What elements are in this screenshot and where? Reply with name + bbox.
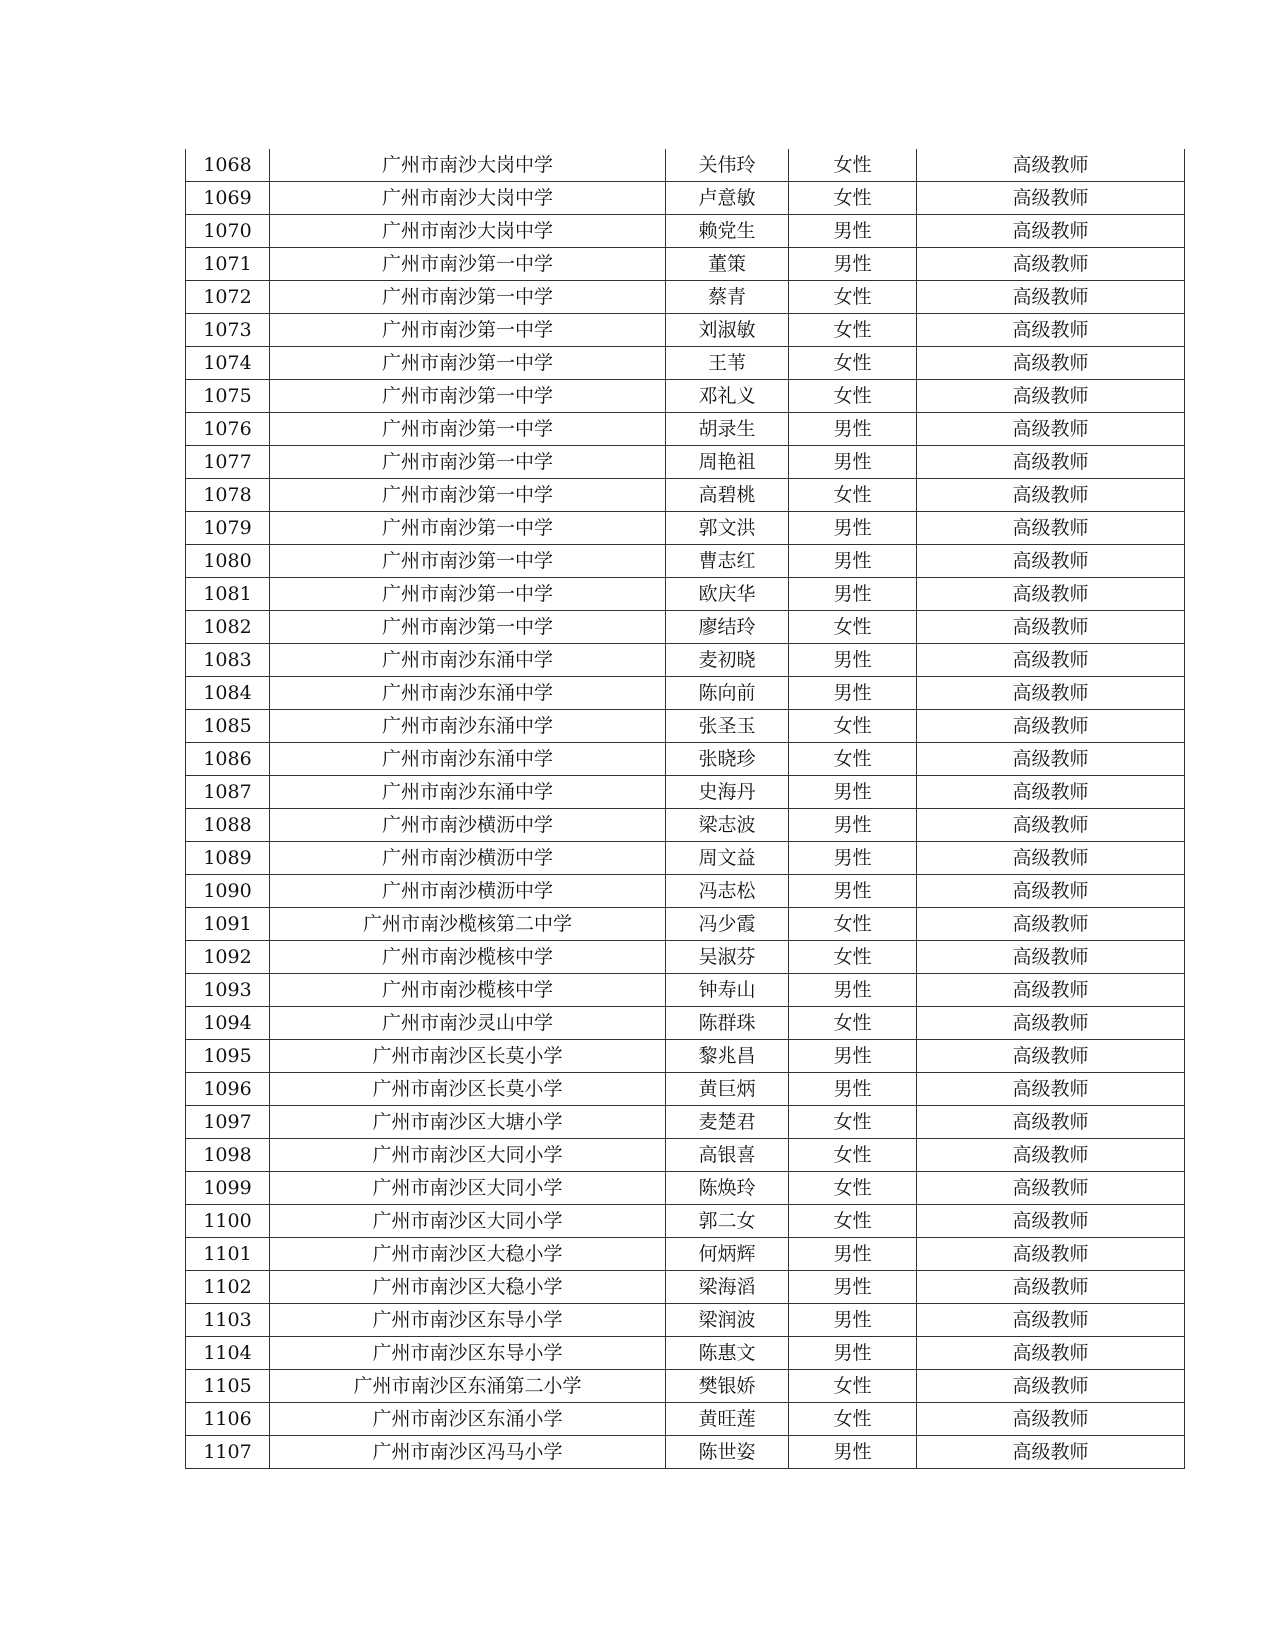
row-number-cell: 1086 xyxy=(186,743,270,776)
school-cell: 广州市南沙区冯马小学 xyxy=(270,1436,666,1469)
gender-cell: 女性 xyxy=(789,1172,917,1205)
name-cell: 陈焕玲 xyxy=(666,1172,789,1205)
table-row xyxy=(186,1205,1185,1238)
row-number-cell: 1076 xyxy=(186,413,270,446)
row-number-cell: 1095 xyxy=(186,1040,270,1073)
school-cell: 广州市南沙榄核中学 xyxy=(270,974,666,1007)
row-number-cell: 1072 xyxy=(186,281,270,314)
table-row xyxy=(186,611,1185,644)
school-cell: 广州市南沙第一中学 xyxy=(270,314,666,347)
title-cell: 高级教师 xyxy=(917,974,1185,1007)
title-cell: 高级教师 xyxy=(917,1436,1185,1469)
table-row xyxy=(186,1403,1185,1436)
gender-cell: 男性 xyxy=(789,1337,917,1370)
name-cell: 陈群珠 xyxy=(666,1007,789,1040)
school-cell: 广州市南沙横沥中学 xyxy=(270,809,666,842)
table-row xyxy=(186,479,1185,512)
name-cell: 蔡青 xyxy=(666,281,789,314)
row-number-cell: 1098 xyxy=(186,1139,270,1172)
gender-cell: 男性 xyxy=(789,1073,917,1106)
table-row xyxy=(186,1040,1185,1073)
title-cell: 高级教师 xyxy=(917,611,1185,644)
gender-cell: 男性 xyxy=(789,644,917,677)
gender-cell: 男性 xyxy=(789,413,917,446)
name-cell: 曹志红 xyxy=(666,545,789,578)
name-cell: 董策 xyxy=(666,248,789,281)
title-cell: 高级教师 xyxy=(917,1139,1185,1172)
row-number-cell: 1096 xyxy=(186,1073,270,1106)
name-cell: 钟寿山 xyxy=(666,974,789,1007)
name-cell: 陈世姿 xyxy=(666,1436,789,1469)
school-cell: 广州市南沙第一中学 xyxy=(270,545,666,578)
row-number-cell: 1069 xyxy=(186,182,270,215)
row-number-cell: 1075 xyxy=(186,380,270,413)
gender-cell: 男性 xyxy=(789,545,917,578)
school-cell: 广州市南沙第一中学 xyxy=(270,578,666,611)
name-cell: 樊银娇 xyxy=(666,1370,789,1403)
table-row xyxy=(186,182,1185,215)
row-number-cell: 1100 xyxy=(186,1205,270,1238)
name-cell: 周文益 xyxy=(666,842,789,875)
title-cell: 高级教师 xyxy=(917,446,1185,479)
school-cell: 广州市南沙区东涌第二小学 xyxy=(270,1370,666,1403)
row-number-cell: 1091 xyxy=(186,908,270,941)
gender-cell: 男性 xyxy=(789,1040,917,1073)
row-number-cell: 1077 xyxy=(186,446,270,479)
name-cell: 关伟玲 xyxy=(666,149,789,182)
name-cell: 周艳祖 xyxy=(666,446,789,479)
school-cell: 广州市南沙大岗中学 xyxy=(270,149,666,182)
title-cell: 高级教师 xyxy=(917,842,1185,875)
table-row xyxy=(186,1172,1185,1205)
school-cell: 广州市南沙第一中学 xyxy=(270,281,666,314)
title-cell: 高级教师 xyxy=(917,776,1185,809)
table-row xyxy=(186,743,1185,776)
name-cell: 冯少霞 xyxy=(666,908,789,941)
row-number-cell: 1082 xyxy=(186,611,270,644)
school-cell: 广州市南沙横沥中学 xyxy=(270,842,666,875)
row-number-cell: 1102 xyxy=(186,1271,270,1304)
school-cell: 广州市南沙第一中学 xyxy=(270,248,666,281)
name-cell: 黄旺莲 xyxy=(666,1403,789,1436)
title-cell: 高级教师 xyxy=(917,215,1185,248)
school-cell: 广州市南沙第一中学 xyxy=(270,512,666,545)
row-number-cell: 1081 xyxy=(186,578,270,611)
row-number-cell: 1073 xyxy=(186,314,270,347)
gender-cell: 女性 xyxy=(789,1139,917,1172)
table-row xyxy=(186,1007,1185,1040)
title-cell: 高级教师 xyxy=(917,1040,1185,1073)
title-cell: 高级教师 xyxy=(917,281,1185,314)
gender-cell: 女性 xyxy=(789,347,917,380)
gender-cell: 男性 xyxy=(789,875,917,908)
gender-cell: 女性 xyxy=(789,314,917,347)
title-cell: 高级教师 xyxy=(917,578,1185,611)
table-row xyxy=(186,644,1185,677)
gender-cell: 女性 xyxy=(789,941,917,974)
table-row xyxy=(186,875,1185,908)
gender-cell: 男性 xyxy=(789,446,917,479)
table-row xyxy=(186,1106,1185,1139)
table-row xyxy=(186,974,1185,1007)
title-cell: 高级教师 xyxy=(917,479,1185,512)
row-number-cell: 1079 xyxy=(186,512,270,545)
table-row xyxy=(186,1337,1185,1370)
title-cell: 高级教师 xyxy=(917,1106,1185,1139)
name-cell: 刘淑敏 xyxy=(666,314,789,347)
row-number-cell: 1104 xyxy=(186,1337,270,1370)
title-cell: 高级教师 xyxy=(917,710,1185,743)
school-cell: 广州市南沙大岗中学 xyxy=(270,215,666,248)
row-number-cell: 1068 xyxy=(186,149,270,182)
title-cell: 高级教师 xyxy=(917,1403,1185,1436)
gender-cell: 女性 xyxy=(789,1370,917,1403)
row-number-cell: 1092 xyxy=(186,941,270,974)
title-cell: 高级教师 xyxy=(917,677,1185,710)
table-row xyxy=(186,1304,1185,1337)
row-number-cell: 1094 xyxy=(186,1007,270,1040)
title-cell: 高级教师 xyxy=(917,182,1185,215)
name-cell: 胡录生 xyxy=(666,413,789,446)
row-number-cell: 1097 xyxy=(186,1106,270,1139)
table-row xyxy=(186,380,1185,413)
row-number-cell: 1107 xyxy=(186,1436,270,1469)
row-number-cell: 1085 xyxy=(186,710,270,743)
title-cell: 高级教师 xyxy=(917,1007,1185,1040)
name-cell: 梁志波 xyxy=(666,809,789,842)
table-row xyxy=(186,1370,1185,1403)
name-cell: 王苇 xyxy=(666,347,789,380)
school-cell: 广州市南沙区东导小学 xyxy=(270,1304,666,1337)
school-cell: 广州市南沙区长莫小学 xyxy=(270,1040,666,1073)
gender-cell: 男性 xyxy=(789,809,917,842)
gender-cell: 男性 xyxy=(789,512,917,545)
table-row xyxy=(186,248,1185,281)
row-number-cell: 1084 xyxy=(186,677,270,710)
school-cell: 广州市南沙东涌中学 xyxy=(270,677,666,710)
gender-cell: 男性 xyxy=(789,1271,917,1304)
title-cell: 高级教师 xyxy=(917,743,1185,776)
table-row xyxy=(186,347,1185,380)
school-cell: 广州市南沙东涌中学 xyxy=(270,776,666,809)
gender-cell: 女性 xyxy=(789,611,917,644)
row-number-cell: 1103 xyxy=(186,1304,270,1337)
title-cell: 高级教师 xyxy=(917,1238,1185,1271)
table-row xyxy=(186,710,1185,743)
title-cell: 高级教师 xyxy=(917,1337,1185,1370)
gender-cell: 男性 xyxy=(789,974,917,1007)
gender-cell: 女性 xyxy=(789,380,917,413)
row-number-cell: 1101 xyxy=(186,1238,270,1271)
name-cell: 陈向前 xyxy=(666,677,789,710)
gender-cell: 女性 xyxy=(789,908,917,941)
table-row xyxy=(186,809,1185,842)
school-cell: 广州市南沙横沥中学 xyxy=(270,875,666,908)
name-cell: 陈惠文 xyxy=(666,1337,789,1370)
name-cell: 郭二女 xyxy=(666,1205,789,1238)
table-row xyxy=(186,842,1185,875)
gender-cell: 女性 xyxy=(789,149,917,182)
gender-cell: 男性 xyxy=(789,776,917,809)
name-cell: 欧庆华 xyxy=(666,578,789,611)
row-number-cell: 1074 xyxy=(186,347,270,380)
school-cell: 广州市南沙第一中学 xyxy=(270,413,666,446)
name-cell: 邓礼义 xyxy=(666,380,789,413)
title-cell: 高级教师 xyxy=(917,809,1185,842)
gender-cell: 女性 xyxy=(789,710,917,743)
row-number-cell: 1089 xyxy=(186,842,270,875)
title-cell: 高级教师 xyxy=(917,380,1185,413)
school-cell: 广州市南沙第一中学 xyxy=(270,347,666,380)
table-row xyxy=(186,281,1185,314)
title-cell: 高级教师 xyxy=(917,413,1185,446)
gender-cell: 男性 xyxy=(789,248,917,281)
title-cell: 高级教师 xyxy=(917,512,1185,545)
school-cell: 广州市南沙区大稳小学 xyxy=(270,1271,666,1304)
gender-cell: 女性 xyxy=(789,281,917,314)
table-row xyxy=(186,413,1185,446)
name-cell: 梁润波 xyxy=(666,1304,789,1337)
title-cell: 高级教师 xyxy=(917,908,1185,941)
school-cell: 广州市南沙大岗中学 xyxy=(270,182,666,215)
gender-cell: 男性 xyxy=(789,677,917,710)
gender-cell: 女性 xyxy=(789,743,917,776)
name-cell: 赖党生 xyxy=(666,215,789,248)
title-cell: 高级教师 xyxy=(917,545,1185,578)
name-cell: 麦初晓 xyxy=(666,644,789,677)
school-cell: 广州市南沙东涌中学 xyxy=(270,644,666,677)
table-row xyxy=(186,149,1185,182)
row-number-cell: 1105 xyxy=(186,1370,270,1403)
gender-cell: 女性 xyxy=(789,1007,917,1040)
title-cell: 高级教师 xyxy=(917,1205,1185,1238)
title-cell: 高级教师 xyxy=(917,314,1185,347)
row-number-cell: 1106 xyxy=(186,1403,270,1436)
school-cell: 广州市南沙第一中学 xyxy=(270,479,666,512)
title-cell: 高级教师 xyxy=(917,1172,1185,1205)
gender-cell: 男性 xyxy=(789,1436,917,1469)
school-cell: 广州市南沙榄核第二中学 xyxy=(270,908,666,941)
school-cell: 广州市南沙灵山中学 xyxy=(270,1007,666,1040)
name-cell: 吴淑芬 xyxy=(666,941,789,974)
table-row xyxy=(186,578,1185,611)
title-cell: 高级教师 xyxy=(917,1271,1185,1304)
title-cell: 高级教师 xyxy=(917,1073,1185,1106)
row-number-cell: 1080 xyxy=(186,545,270,578)
school-cell: 广州市南沙区大同小学 xyxy=(270,1139,666,1172)
title-cell: 高级教师 xyxy=(917,941,1185,974)
school-cell: 广州市南沙第一中学 xyxy=(270,380,666,413)
name-cell: 黎兆昌 xyxy=(666,1040,789,1073)
name-cell: 张晓珍 xyxy=(666,743,789,776)
row-number-cell: 1078 xyxy=(186,479,270,512)
title-cell: 高级教师 xyxy=(917,1370,1185,1403)
school-cell: 广州市南沙区大塘小学 xyxy=(270,1106,666,1139)
table-row xyxy=(186,1073,1185,1106)
title-cell: 高级教师 xyxy=(917,644,1185,677)
school-cell: 广州市南沙区大稳小学 xyxy=(270,1238,666,1271)
name-cell: 梁海滔 xyxy=(666,1271,789,1304)
school-cell: 广州市南沙区大同小学 xyxy=(270,1205,666,1238)
name-cell: 高银喜 xyxy=(666,1139,789,1172)
name-cell: 冯志松 xyxy=(666,875,789,908)
gender-cell: 女性 xyxy=(789,1205,917,1238)
table-body xyxy=(186,149,1185,1469)
name-cell: 史海丹 xyxy=(666,776,789,809)
title-cell: 高级教师 xyxy=(917,248,1185,281)
table-row xyxy=(186,512,1185,545)
table-row xyxy=(186,1238,1185,1271)
school-cell: 广州市南沙第一中学 xyxy=(270,446,666,479)
table-row xyxy=(186,545,1185,578)
table-row xyxy=(186,941,1185,974)
table-row xyxy=(186,1271,1185,1304)
row-number-cell: 1093 xyxy=(186,974,270,1007)
row-number-cell: 1090 xyxy=(186,875,270,908)
table-row xyxy=(186,314,1185,347)
row-number-cell: 1070 xyxy=(186,215,270,248)
table-row xyxy=(186,677,1185,710)
table-row xyxy=(186,1139,1185,1172)
gender-cell: 女性 xyxy=(789,479,917,512)
school-cell: 广州市南沙区东涌小学 xyxy=(270,1403,666,1436)
title-cell: 高级教师 xyxy=(917,1304,1185,1337)
gender-cell: 男性 xyxy=(789,1238,917,1271)
teacher-list-table xyxy=(185,149,1185,1469)
gender-cell: 女性 xyxy=(789,1106,917,1139)
school-cell: 广州市南沙东涌中学 xyxy=(270,710,666,743)
gender-cell: 男性 xyxy=(789,842,917,875)
table-row xyxy=(186,1436,1185,1469)
name-cell: 高碧桃 xyxy=(666,479,789,512)
school-cell: 广州市南沙榄核中学 xyxy=(270,941,666,974)
name-cell: 麦楚君 xyxy=(666,1106,789,1139)
name-cell: 黄巨炳 xyxy=(666,1073,789,1106)
row-number-cell: 1071 xyxy=(186,248,270,281)
title-cell: 高级教师 xyxy=(917,875,1185,908)
row-number-cell: 1099 xyxy=(186,1172,270,1205)
row-number-cell: 1087 xyxy=(186,776,270,809)
name-cell: 张圣玉 xyxy=(666,710,789,743)
school-cell: 广州市南沙区东导小学 xyxy=(270,1337,666,1370)
gender-cell: 男性 xyxy=(789,578,917,611)
name-cell: 郭文洪 xyxy=(666,512,789,545)
name-cell: 卢意敏 xyxy=(666,182,789,215)
gender-cell: 男性 xyxy=(789,1304,917,1337)
name-cell: 廖结玲 xyxy=(666,611,789,644)
table-row xyxy=(186,446,1185,479)
gender-cell: 女性 xyxy=(789,1403,917,1436)
school-cell: 广州市南沙区长莫小学 xyxy=(270,1073,666,1106)
row-number-cell: 1088 xyxy=(186,809,270,842)
gender-cell: 男性 xyxy=(789,215,917,248)
title-cell: 高级教师 xyxy=(917,347,1185,380)
table-row xyxy=(186,215,1185,248)
table-row xyxy=(186,908,1185,941)
school-cell: 广州市南沙区大同小学 xyxy=(270,1172,666,1205)
title-cell: 高级教师 xyxy=(917,149,1185,182)
school-cell: 广州市南沙第一中学 xyxy=(270,611,666,644)
table-row xyxy=(186,776,1185,809)
row-number-cell: 1083 xyxy=(186,644,270,677)
gender-cell: 女性 xyxy=(789,182,917,215)
school-cell: 广州市南沙东涌中学 xyxy=(270,743,666,776)
name-cell: 何炳辉 xyxy=(666,1238,789,1271)
